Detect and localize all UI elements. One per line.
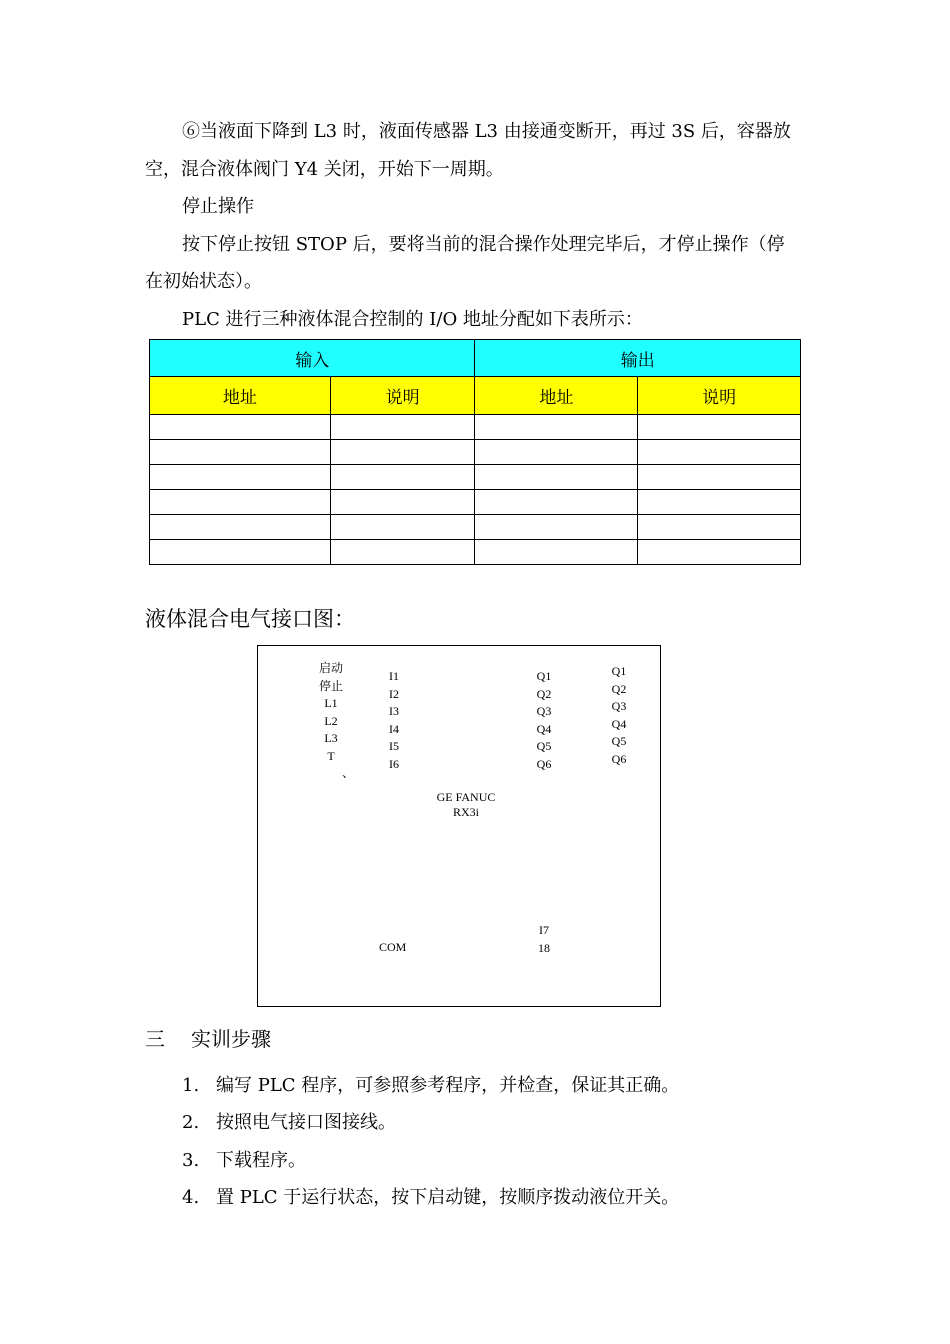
input-header: 输入 xyxy=(150,340,475,377)
electrical-interface-diagram xyxy=(257,645,661,1007)
step-text: 编写 PLC 程序，可参照参考程序，并检查，保证其正确。 xyxy=(216,1075,680,1096)
diagram-title: 液体混合电气接口图： xyxy=(145,607,355,631)
table-cell xyxy=(150,515,331,540)
step-text: 置 PLC 于运行状态，按下启动键，按顺序拨动液位开关。 xyxy=(216,1187,680,1208)
step-item xyxy=(182,1149,306,1173)
plc-output-terminals-column xyxy=(532,668,556,773)
terminal-i4: I4 xyxy=(389,721,399,736)
right-output-labels-column xyxy=(607,663,631,768)
table-cell xyxy=(475,465,638,490)
terminal-i5: I5 xyxy=(389,739,399,753)
output-q6: Q6 xyxy=(611,751,627,766)
table-cell xyxy=(638,440,801,465)
table-cell xyxy=(638,540,801,565)
table-cell xyxy=(638,465,801,490)
label-l3: L3 xyxy=(324,731,338,745)
section3-title: 实训步骤 xyxy=(191,1027,271,1051)
table-row xyxy=(150,540,801,565)
subheader-output-description: 说明 xyxy=(638,377,801,415)
subheader-input-description: 说明 xyxy=(330,377,475,415)
table-cell xyxy=(638,490,801,515)
terminal-i2: I2 xyxy=(389,686,399,701)
com-terminal: COM xyxy=(379,940,407,954)
table-cell xyxy=(475,490,638,515)
step-item xyxy=(182,1074,679,1098)
subheader-output-address: 地址 xyxy=(475,377,638,415)
label-l1: L1 xyxy=(324,696,338,710)
output-q3: Q3 xyxy=(611,699,627,713)
label-l2: L2 xyxy=(324,713,338,728)
table-cell xyxy=(475,440,638,465)
input-terminals-column xyxy=(384,668,404,773)
terminal-i6: I6 xyxy=(389,756,399,771)
stop-heading: 停止操作 xyxy=(182,196,254,217)
paragraph-step6-line1: ⑥当液面下降到 L3 时，液面传感器 L3 由接通变断开，再过 3S 后，容器放 xyxy=(182,121,791,142)
table-subheader-row xyxy=(150,377,801,415)
output-q4: Q4 xyxy=(611,716,627,731)
table-header-row xyxy=(150,340,801,377)
output-q1: Q1 xyxy=(611,664,627,678)
table-row xyxy=(150,490,801,515)
terminal-q2: Q2 xyxy=(536,686,552,701)
table-cell xyxy=(638,415,801,440)
table-cell xyxy=(475,415,638,440)
step-number: 2. xyxy=(182,1112,200,1133)
table-row xyxy=(150,515,801,540)
output-q2: Q2 xyxy=(611,681,627,696)
terminal-q4: Q4 xyxy=(536,721,552,736)
step-number: 1. xyxy=(182,1075,200,1096)
terminal-q3: Q3 xyxy=(536,704,552,718)
table-cell xyxy=(330,540,475,565)
table-cell xyxy=(150,490,331,515)
table-cell xyxy=(330,465,475,490)
table-intro: PLC 进行三种液体混合控制的 I/O 地址分配如下表所示： xyxy=(182,309,643,330)
label-start: 启动 xyxy=(318,661,343,675)
step-text: 按照电气接口图接线。 xyxy=(216,1112,396,1133)
terminal-q1: Q1 xyxy=(536,669,552,683)
table-cell xyxy=(150,415,331,440)
output-header: 输出 xyxy=(475,340,801,377)
section3-heading xyxy=(145,1025,271,1053)
subheader-input-address: 地址 xyxy=(150,377,331,415)
step-item xyxy=(182,1111,396,1135)
section3-number: 三 xyxy=(145,1027,165,1051)
table-cell xyxy=(638,515,801,540)
plc-model: RX3i xyxy=(452,805,479,819)
step-number: 4. xyxy=(182,1187,200,1208)
terminal-q6: Q6 xyxy=(536,756,552,771)
stop-line1: 按下停止按钮 STOP 后，要将当前的混合操作处理完毕后，才停止操作（停 xyxy=(182,234,785,255)
terminal-i1: I1 xyxy=(389,669,399,683)
table-row xyxy=(150,440,801,465)
label-t: T xyxy=(327,748,335,763)
table-cell xyxy=(330,440,475,465)
bottom-input-terminals xyxy=(534,922,554,957)
paragraph-step6-line2: 空，混合液体阀门 Y4 关闭，开始下一周期。 xyxy=(145,159,504,180)
terminal-i3: I3 xyxy=(389,704,399,718)
plc-brand: GE FANUC xyxy=(436,790,496,804)
terminal-q5: Q5 xyxy=(536,739,552,753)
table-cell xyxy=(330,515,475,540)
step-number: 3. xyxy=(182,1150,200,1171)
table-cell xyxy=(150,540,331,565)
table-cell xyxy=(330,415,475,440)
tick-mark: 、 xyxy=(342,766,355,780)
table-row xyxy=(150,415,801,440)
table-cell xyxy=(150,465,331,490)
table-cell xyxy=(150,440,331,465)
output-q5: Q5 xyxy=(611,734,627,748)
terminal-i7: I7 xyxy=(539,923,549,937)
table-row xyxy=(150,465,801,490)
plc-model-label xyxy=(426,790,506,820)
step-item xyxy=(182,1186,679,1210)
stop-line2: 在初始状态）。 xyxy=(145,271,262,292)
left-labels-column xyxy=(316,660,346,765)
table-cell xyxy=(330,490,475,515)
label-stop: 停止 xyxy=(318,678,343,693)
table-cell xyxy=(475,515,638,540)
terminal-18: 18 xyxy=(538,940,550,955)
table-cell xyxy=(475,540,638,565)
io-address-table xyxy=(149,339,801,565)
step-text: 下载程序。 xyxy=(216,1150,306,1171)
